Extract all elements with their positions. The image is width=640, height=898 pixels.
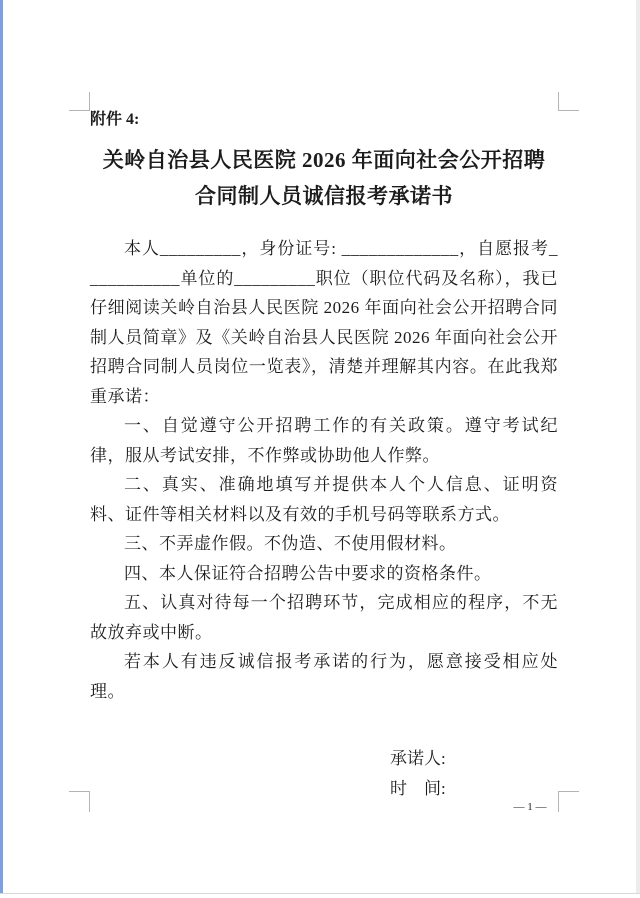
signature-block	[90, 744, 558, 804]
paragraph-item-1: 一、自觉遵守公开招聘工作的有关政策。遵守考试纪律，服从考试安排，不作弊或协助他人作弊。	[90, 416, 558, 465]
paragraph-item-4: 四、本人保证符合招聘公告中要求的资格条件。	[124, 563, 492, 583]
bottom-edge-line	[0, 893, 640, 894]
document-title	[90, 142, 558, 214]
margin-crop-mark-top-right	[558, 92, 579, 111]
paragraph-item-2: 二、真实、准确地填写并提供本人个人信息、证明资料、证件等相关材料以及有效的手机号码等联系方式。	[90, 475, 558, 524]
paragraph-item-5: 五、认真对待每一个招聘环节，完成相应的程序，不无故放弃或中断。	[90, 593, 558, 642]
right-edge-strip	[636, 0, 640, 894]
signature-promiser-label: 承诺人:	[390, 749, 446, 768]
left-edge-strip	[0, 0, 3, 894]
page-number: — 1 —	[513, 801, 547, 813]
document-body	[90, 234, 558, 706]
margin-crop-mark-bottom-left	[69, 791, 90, 812]
document-title-line2: 合同制人员诚信报考承诺书	[195, 184, 453, 208]
margin-crop-mark-top-left	[69, 92, 90, 111]
document-title-line1: 关岭自治县人民医院 2026 年面向社会公开招聘	[102, 148, 546, 172]
document-content	[90, 110, 558, 804]
attachment-label: 附件 4:	[90, 111, 140, 128]
paragraph-closing: 若本人有违反诚信报考承诺的行为，愿意接受相应处理。	[90, 652, 558, 701]
signature-date-label: 时 间:	[390, 779, 446, 798]
paragraph-intro: 本人_________，身份证号: _____________，自愿报考___________单位的_________职位（职位代码及名称），我已仔细阅读关岭自治县人民医院 2026 年面向社会公开招聘合同制人员简章》及《关岭自治县人民医院 2026 年面向社会公开招聘合同制人员岗位一览表》，清楚并理解其内容。在此我郑重承诺：	[90, 239, 558, 406]
paragraph-item-3: 三、不弄虚作假。不伪造、不使用假材料。	[124, 534, 457, 553]
